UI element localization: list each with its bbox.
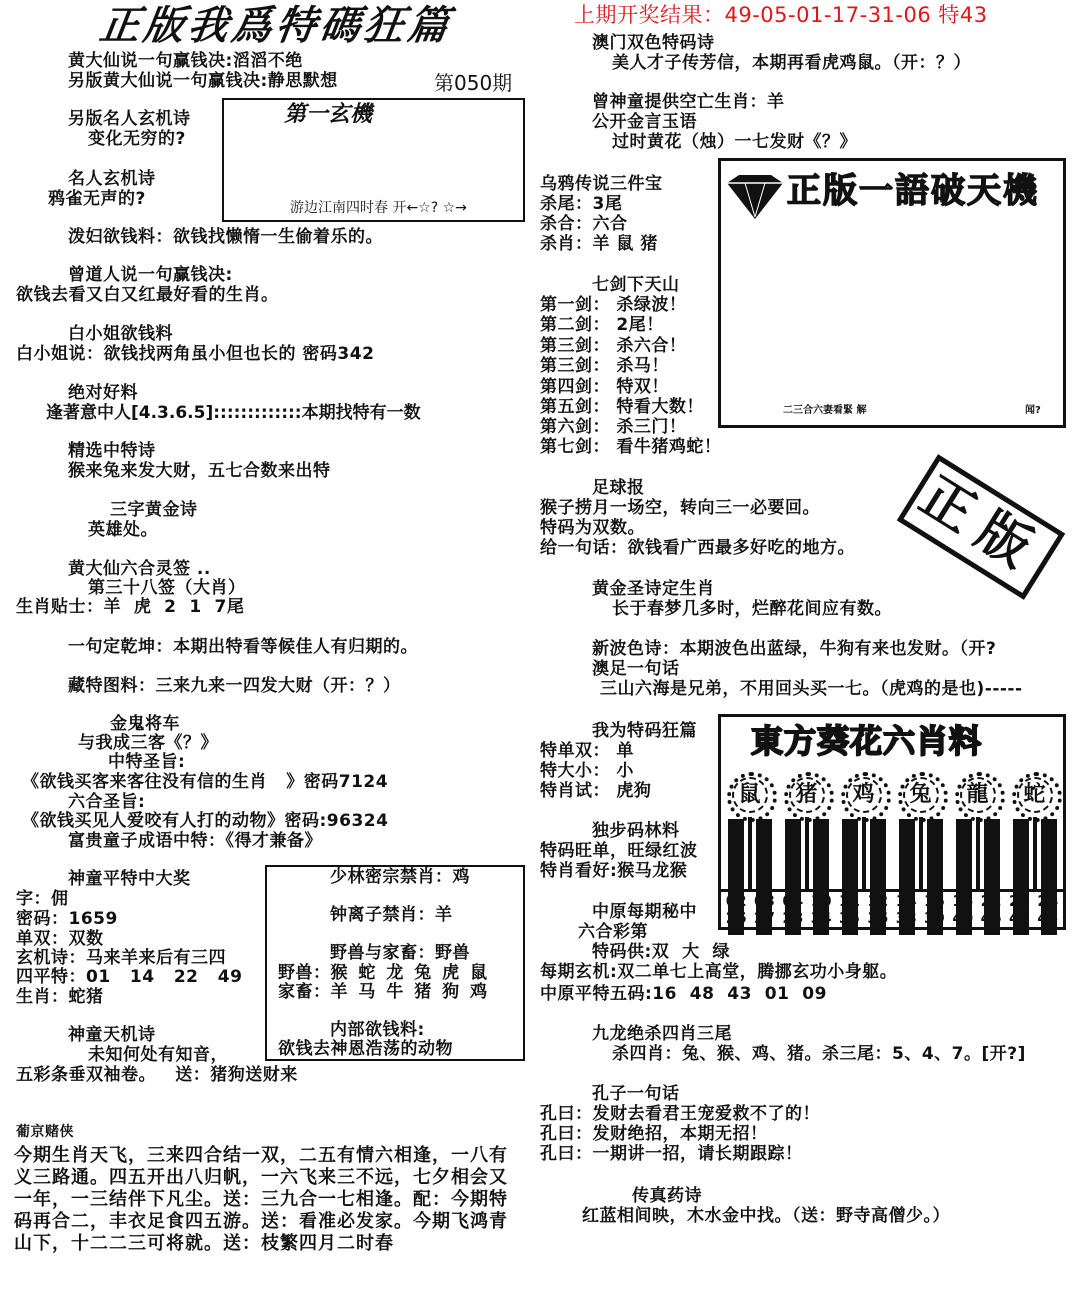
section-text: 第三十八签（大肖） (88, 578, 246, 598)
section-text: 过时黄花（烛）一七发财《？》 (612, 132, 857, 152)
section-heading: 乌鸦传说三件宝 (540, 174, 663, 194)
section-heading: 名人玄机诗 (68, 169, 156, 189)
box-title: 正版一語破天機 (787, 171, 1039, 211)
section-text: 六合圣旨: (68, 792, 146, 812)
section-text: 五彩条垂双袖卷。 送：猪狗送财来 (16, 1065, 298, 1085)
number-cell: 12 (867, 892, 889, 910)
section-heading: 曾道人说一句赢钱决: (68, 265, 233, 285)
box-line: 欲钱去神恩浩荡的动物 (278, 1039, 453, 1059)
number-cell: 47 (1009, 909, 1030, 927)
section-text: 杀肖：羊 鼠 猪 (540, 234, 658, 254)
section-text: 变化无穷的? (88, 129, 186, 149)
number-cell: 28 (782, 909, 804, 927)
section-text: 中原平特五码:16 48 43 01 09 (540, 984, 827, 1004)
section-text: 密码：1659 (16, 909, 118, 929)
number-cell: 22 (980, 892, 1002, 910)
section-text: 特码旺单，旺绿红波 (540, 841, 698, 861)
number-column (811, 893, 832, 927)
section-text: 杀合：六合 (540, 214, 628, 234)
number-cell: 26 (725, 909, 747, 927)
section-text: 《欲钱买见人爱咬有人打的动物》密码:96324 (22, 811, 389, 831)
number-cell: 36 (867, 909, 889, 927)
section-heading: 七剑下天山 (592, 275, 680, 295)
number-column (952, 893, 973, 927)
number-cell: 15 (924, 892, 945, 910)
box-line: 少林密宗禁肖：鸡 (330, 867, 470, 887)
authentic-stamp: 正版 (897, 454, 1066, 600)
box-caption: 游边江南四时春 开←☆? ☆→ (290, 200, 467, 216)
sword-line: 第七剑： 看牛猪鸡蛇！ (540, 437, 722, 457)
sunflower-row (721, 771, 1063, 889)
number-cell: 48 (1037, 909, 1059, 927)
box-title: 第一玄機 (284, 102, 373, 127)
section-text: 杀尾：3尾 (540, 194, 623, 214)
sword-line: 第六剑： 杀三门！ (540, 417, 687, 437)
number-cell: 27 (754, 909, 775, 927)
number-column (1009, 893, 1030, 927)
section-heading: 澳足一句话 (592, 659, 680, 679)
section-text: 公开金言玉语 (592, 112, 697, 132)
zodiac-label: 蛇 (1017, 777, 1053, 813)
section-heading: 中原每期秘中 (592, 902, 697, 922)
number-cell: 46 (980, 909, 1002, 927)
number-cell: 10 (810, 892, 832, 910)
box-line: 家畜：羊 马 牛 猪 狗 鸡 (278, 982, 488, 1002)
number-cell: 16 (952, 892, 974, 910)
zodiac-label: 鸡 (846, 777, 882, 813)
section-text: 藏特图料：三来九来一四发大财（开：？） (68, 676, 401, 696)
section-heading: 我为特码狂篇 (592, 721, 697, 741)
section-heading: 金鬼将车 (110, 714, 180, 734)
section-heading: 葡京赌侠 (16, 1124, 74, 1140)
section-heading: 六合彩第 (578, 922, 648, 942)
section-text: 未知何处有知音， (88, 1045, 228, 1065)
section-text: 杀四肖：兔、猴、鸡、猪。杀三尾：5、4、7。[开?] (612, 1044, 1026, 1064)
section-text: 泼妇欲钱料：欲钱找懒惰一生偷着乐的。 (68, 227, 383, 247)
diamond-icon (725, 173, 785, 221)
number-column (1037, 893, 1058, 927)
sword-line: 第三剑： 杀六合！ (540, 336, 687, 356)
section-text: 一句定乾坤：本期出特看等候佳人有归期的。 (68, 637, 418, 657)
section-text: 欲钱去看又白又红最好看的生肖。 (16, 285, 279, 305)
number-cell: 35 (839, 909, 860, 927)
section-text: 红蓝相间映，木水金中找。（送：野寺高僧少。） (582, 1206, 950, 1226)
section-text: 给一句话：欲钱看广西最多好吃的地方。 (540, 538, 855, 558)
one-word-box (718, 158, 1066, 428)
number-column (981, 893, 1002, 927)
zodiac-label: 龍 (960, 777, 996, 813)
number-cell: 38 (895, 909, 917, 927)
section-heading: 精选中特诗 (68, 441, 156, 461)
section-text: 生肖贴士：羊 虎 2 1 7尾 (16, 597, 245, 617)
sword-line: 第五剑： 特看大数！ (540, 397, 704, 417)
section-text: 中特圣旨: (108, 752, 186, 772)
sunflower (1009, 771, 1061, 889)
section-text: 美人才子传芳信，本期再看虎鸡鼠。（开：？） (612, 53, 971, 73)
box-line: 钟离子禁肖：羊 (330, 905, 453, 925)
section-text: 英雄处。 (88, 520, 158, 540)
section-heading: 绝对好料 (68, 383, 138, 403)
box-caption: 二三合六妻看緊 解 (783, 405, 867, 416)
number-column (726, 893, 747, 927)
number-column (867, 893, 888, 927)
box-line: 内部欲钱料: (330, 1020, 425, 1040)
section-text: 与我成三客《？》 (78, 733, 218, 753)
section-text: 每期玄机:双二单七上高堂，腾挪玄功小身躯。 (540, 962, 898, 982)
section-text: 孔曰：发财去看君王宠爱救不了的！ (540, 1104, 820, 1124)
number-column (839, 893, 860, 927)
number-cell: 11 (839, 892, 860, 910)
sunflower (838, 771, 890, 889)
number-cell: 04 (782, 892, 804, 910)
hdx-line-alt: 另版黄大仙说一句赢钱决:静思默想 (68, 71, 338, 91)
sunflower (952, 771, 1004, 889)
number-grid (722, 893, 1062, 927)
number-cell: 02 (725, 892, 747, 910)
section-heading: 足球报 (592, 478, 645, 498)
section-heading: 澳门双色特码诗 (592, 33, 715, 53)
sunflower (895, 771, 947, 889)
section-heading: 神童天机诗 (68, 1025, 156, 1045)
first-mystery-box (222, 98, 525, 222)
number-cell: 14 (895, 892, 917, 910)
sword-line: 第二剑： 2尾！ (540, 315, 664, 335)
section-heading: 神童平特中大奖 (68, 869, 191, 889)
number-cell: 24 (1037, 892, 1059, 910)
section-text: 玄机诗：马来羊来后有三四 (16, 948, 226, 968)
box-caption-right: 闻? (1025, 405, 1041, 416)
box-line: 野兽与家畜：野兽 (330, 943, 470, 963)
zodiac-label: 猪 (789, 777, 825, 813)
last-draw-result: 上期开奖结果：49-05-01-17-31-06 特43 (574, 3, 988, 27)
section-text: 《欲钱买客来客往没有信的生肖 》密码7124 (22, 772, 389, 792)
sword-line: 第三剑： 杀马！ (540, 356, 669, 376)
number-cell: 40 (952, 909, 974, 927)
sunflower (781, 771, 833, 889)
issue-number: 第050期 (434, 71, 513, 95)
zodiac-label: 鼠 (732, 777, 768, 813)
section-text: 特码供:双 大 绿 (592, 942, 730, 962)
box-line: 野兽：猴 蛇 龙 兔 虎 鼠 (278, 963, 488, 983)
section-heading: 孔子一句话 (592, 1084, 680, 1104)
section-heading: 黄金圣诗定生肖 (592, 579, 715, 599)
number-cell: 39 (924, 909, 945, 927)
section-text: 白小姐说：欲钱找两角虽小但也长的 密码342 (16, 344, 375, 364)
section-text: 富贵童子成语中特：《得才兼备》 (68, 831, 322, 851)
number-column (924, 893, 945, 927)
number-column (896, 893, 917, 927)
section-heading: 黄大仙六合灵签 .. (68, 559, 211, 579)
hdx-line: 黄大仙说一句赢钱决:滔滔不绝 (68, 51, 303, 71)
newspaper-title: 正版我爲特碼狂篇 (96, 3, 456, 49)
zodiac-label: 兔 (903, 777, 939, 813)
number-column (754, 893, 775, 927)
section-text: 特肖试： 虎狗 (540, 781, 652, 801)
section-text: 猴来兔来发大财，五七合数来出特 (68, 461, 331, 481)
section-text: 单双：双数 (16, 929, 104, 949)
sword-line: 第一剑： 杀绿波！ (540, 295, 687, 315)
section-heading: 白小姐欲钱料 (68, 324, 173, 344)
section-heading: 曾神童提供空亡生肖：羊 (592, 92, 785, 112)
section-text: 四平特：01 14 22 49 (16, 967, 243, 987)
section-text: 特大小： 小 (540, 761, 634, 781)
section-heading: 三字黄金诗 (110, 500, 198, 520)
section-text: 生肖：蛇猪 (16, 987, 104, 1007)
box-title: 東方葵花六肖料 (751, 722, 983, 760)
section-text: 特肖看好:猴马龙猴 (540, 861, 688, 881)
section-text: 特单双： 单 (540, 741, 634, 761)
section-heading: 另版名人玄机诗 (68, 109, 191, 129)
section-text: 孔曰：发财绝招，本期无招！ (540, 1124, 768, 1144)
sunflower (724, 771, 776, 889)
number-cell: 34 (810, 909, 832, 927)
section-text: 三山六海是兄弟，不用回头买一七。（虎鸡的是也)----- (600, 679, 1023, 699)
section-text: 逢著意中人[4.3.6.5]:::::::::::::本期找特有一数 (46, 403, 421, 423)
section-heading: 九龙绝杀四肖三尾 (592, 1024, 732, 1044)
section-text: 猴子捞月一场空，转向三一必要回。 (540, 498, 820, 518)
section-text: 新波色诗：本期波色出蓝绿，牛狗有来也发财。（开? (592, 639, 997, 659)
section-text: 孔曰：一期讲一招，请长期跟踪！ (540, 1144, 803, 1164)
number-cell: 03 (754, 892, 775, 910)
section-heading: 独步码林料 (592, 821, 680, 841)
number-cell: 23 (1009, 892, 1030, 910)
section-text: 特码为双数。 (540, 518, 645, 538)
sword-line: 第四剑： 特双！ (540, 377, 669, 397)
section-heading: 传真药诗 (632, 1186, 702, 1206)
section-text: 长于春梦几多时，烂醉花间应有数。 (612, 599, 892, 619)
section-text: 字：佣 (16, 889, 69, 909)
section-paragraph: 今期生肖天飞，三来四合结一双，二五有情六相逢，一八有义三路通。四五开出八归帆，一六飞来三不远，七夕相会又一年，一三结伴下凡尘。送：三九合一七相逢。配：今期特码再合二，丰衣足食四五游。送：看准必发家。今期飞鸿青山下，十二二三可将就。送：枝繁四月二时春 (14, 1145, 508, 1254)
number-column (782, 893, 803, 927)
section-text: 鸦雀无声的? (48, 189, 146, 209)
